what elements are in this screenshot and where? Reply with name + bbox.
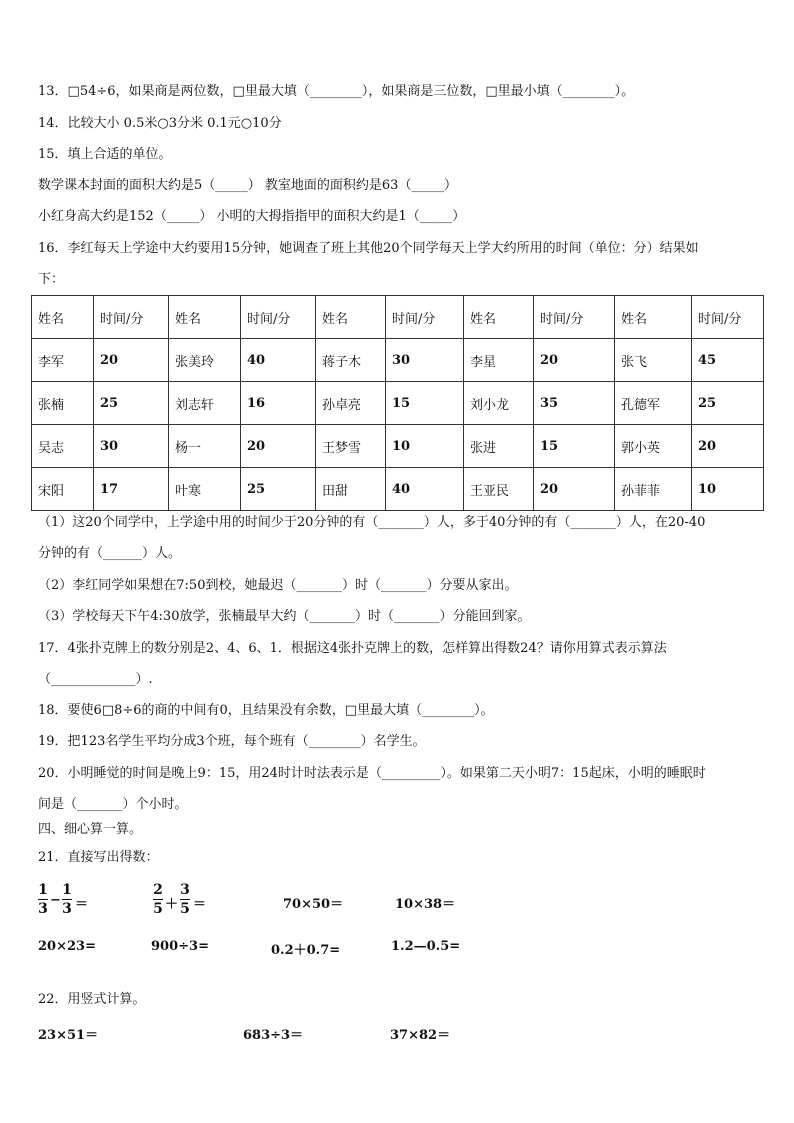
time-cell: 20 (241, 425, 316, 468)
time-cell: 45 (692, 339, 764, 382)
student-name-cell: 张楠 (32, 382, 94, 425)
table-row (32, 425, 764, 468)
q16-intro: 16．李红每天上学途中大约要用15分钟，她调查了班上其他20个同学每天上学大约所用的时间（单位：分）结果如 (38, 241, 699, 256)
vertical-calc-item: 23×51＝ (38, 1028, 99, 1043)
calc-item: 1.2—0.5= (391, 939, 461, 954)
q17-blank: （_____________）. (38, 672, 153, 687)
table-header-cell: 姓名 (169, 296, 241, 339)
calc-item: 10×38＝ (395, 897, 456, 912)
time-cell: 10 (386, 425, 464, 468)
q16-sub1-cont: 分钟的有（______）人。 (38, 546, 182, 561)
table-row (32, 382, 764, 425)
student-name-cell: 孙菲菲 (615, 468, 692, 511)
table-header-cell: 时间/分 (534, 296, 615, 339)
time-cell: 17 (94, 468, 169, 511)
student-name-cell: 王梦雪 (316, 425, 386, 468)
q15-line1: 数学课本封面的面积大约是5（_____） 教室地面的面积约是63（_____） (38, 178, 457, 193)
time-cell: 20 (94, 339, 169, 382)
fraction-operator: − (50, 893, 61, 908)
time-cell: 20 (692, 425, 764, 468)
calc-item: 20×23= (38, 939, 96, 954)
fraction-expression-1 (38, 882, 98, 922)
student-name-cell: 蒋子木 (316, 339, 386, 382)
equals-sign: ＝ (75, 897, 89, 912)
time-cell: 35 (534, 382, 615, 425)
q21-title: 21．直接写出得数： (38, 850, 159, 865)
table-header-cell: 时间/分 (386, 296, 464, 339)
vertical-calc-item: 37×82＝ (390, 1028, 451, 1043)
time-cell: 20 (534, 468, 615, 511)
time-cell: 10 (692, 468, 764, 511)
q18: 18．要使6□8÷6的商的中间有0，且结果没有余数，□里最大填（________）。 (38, 703, 494, 718)
q16-intro-cont: 下： (38, 272, 65, 287)
table-header-cell: 姓名 (615, 296, 692, 339)
student-name-cell: 李星 (464, 339, 534, 382)
time-cell: 30 (94, 425, 169, 468)
fraction-2a: 2 5 (153, 882, 163, 917)
table-header-cell: 时间/分 (94, 296, 169, 339)
student-name-cell: 杨一 (169, 425, 241, 468)
q20: 20．小明睡觉的时间是晚上9：15，用24时计时法表示是（_________）。如果第二天小明7：15起床，小明的睡眠时 (38, 766, 706, 781)
time-cell: 20 (534, 339, 615, 382)
q14: 14．比较大小 0.5米○3分米 0.1元○10分 (38, 116, 282, 131)
fraction-2b: 3 5 (180, 882, 190, 917)
q17: 17．4张扑克牌上的数分别是2、4、6、1．根据这4张扑克牌上的数，怎样算出得数24？请你用算式表示算法 (38, 641, 667, 656)
time-cell: 25 (241, 468, 316, 511)
table-header-cell: 姓名 (316, 296, 386, 339)
table-header-row (32, 296, 764, 339)
table-header-cell: 时间/分 (241, 296, 316, 339)
calc-item: 70×50＝ (283, 897, 344, 912)
table-header-cell: 姓名 (32, 296, 94, 339)
student-name-cell: 张美玲 (169, 339, 241, 382)
student-name-cell: 叶寒 (169, 468, 241, 511)
q13: 13．□54÷6，如果商是两位数，□里最大填（________），如果商是三位数，□里最小填（________）。 (38, 84, 635, 99)
student-name-cell: 刘小龙 (464, 382, 534, 425)
section-title: 四、细心算一算。 (38, 822, 143, 837)
q16-sub3: （3）学校每天下午4:30放学，张楠最早大约（_______）时（_______）分能回到家。 (38, 609, 531, 624)
time-cell: 40 (386, 468, 464, 511)
student-name-cell: 王亚民 (464, 468, 534, 511)
commute-table (31, 295, 764, 511)
q20-cont: 间是（_______）个小时。 (38, 797, 188, 812)
student-name-cell: 李军 (32, 339, 94, 382)
table-header-cell: 姓名 (464, 296, 534, 339)
equals-sign: ＝ (193, 897, 207, 912)
student-name-cell: 郭小英 (615, 425, 692, 468)
time-cell: 30 (386, 339, 464, 382)
q15-title: 15．填上合适的单位。 (38, 147, 172, 162)
table-header-cell: 时间/分 (692, 296, 764, 339)
table-row (32, 339, 764, 382)
fraction-1a: 1 3 (38, 882, 48, 917)
q22-title: 22．用竖式计算。 (38, 992, 146, 1007)
table-row (32, 468, 764, 511)
fraction-expression-2 (153, 882, 213, 922)
student-name-cell: 田甜 (316, 468, 386, 511)
student-name-cell: 张进 (464, 425, 534, 468)
table-body (32, 296, 764, 511)
q16-sub1: （1）这20个同学中，上学途中用的时间少于20分钟的有（_______）人，多于40分钟的有（_______）人，在20-40 (38, 515, 706, 530)
fraction-1b: 1 3 (62, 882, 72, 917)
calc-item: 900÷3= (151, 939, 209, 954)
time-cell: 16 (241, 382, 316, 425)
student-name-cell: 孔德军 (615, 382, 692, 425)
student-name-cell: 张飞 (615, 339, 692, 382)
time-cell: 15 (386, 382, 464, 425)
q19: 19．把123名学生平均分成3个班，每个班有（________）名学生。 (38, 734, 426, 749)
time-cell: 40 (241, 339, 316, 382)
student-name-cell: 吴志 (32, 425, 94, 468)
time-cell: 25 (94, 382, 169, 425)
vertical-calc-item: 683÷3＝ (243, 1028, 304, 1043)
student-name-cell: 宋阳 (32, 468, 94, 511)
student-name-cell: 孙卓亮 (316, 382, 386, 425)
calc-item: 0.2＋0.7= (271, 943, 341, 958)
q16-sub2: （2）李红同学如果想在7:50到校，她最迟（_______）时（_______）分要从家出。 (38, 578, 518, 593)
time-cell: 15 (534, 425, 615, 468)
time-cell: 25 (692, 382, 764, 425)
q15-line2: 小红身高大约是152（_____） 小明的大拇指指甲的面积大约是1（_____） (38, 209, 466, 224)
student-name-cell: 刘志轩 (169, 382, 241, 425)
fraction-operator: ＋ (165, 897, 179, 912)
